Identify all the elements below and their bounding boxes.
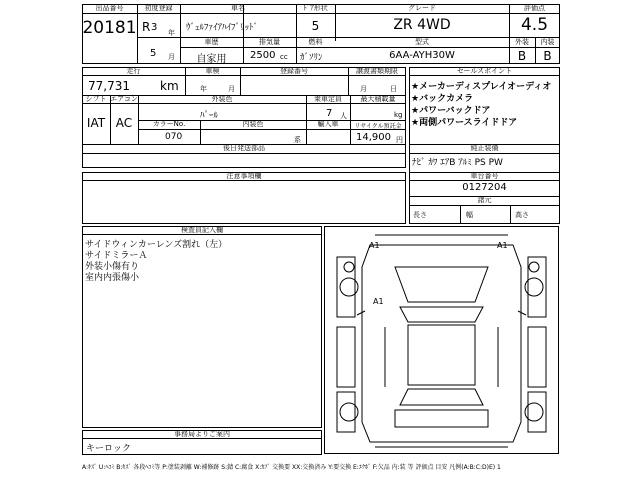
height-label: 高さ bbox=[515, 211, 529, 219]
displacement: 2500 bbox=[250, 50, 276, 61]
footer-legend: A:ｷｽﾞ U:ﾍｺﾐ B:ｷｽﾞ 各段ﾍｺﾐ等 P:塗装剥離 W:補修跡 S:錆 C:腐食 X:ｶﾌﾞ 交換要 XX:交換済み Y:要交換 E:ｴｸﾎﾞ F:欠品 内:装 等 評価点 目安 凡例(A:B:C:D)E) 1 bbox=[82, 464, 501, 471]
load-unit: kg bbox=[394, 111, 403, 119]
office-text: キーロック bbox=[86, 444, 131, 454]
ext-grade: B bbox=[517, 49, 527, 63]
selling-point: ★両側パワースライドドア bbox=[411, 118, 518, 128]
disp-unit: cc bbox=[280, 53, 288, 61]
score: 4.5 bbox=[520, 15, 549, 35]
deadline-label: 譲渡書類期限 bbox=[356, 67, 398, 75]
color-label: 外装色 bbox=[211, 95, 233, 103]
selling-point: ★メーカーディスプレイオーディオ bbox=[411, 82, 552, 92]
lot-label: 出品番号 bbox=[95, 4, 124, 12]
recycle-label: リサイクル預託金 bbox=[354, 123, 402, 130]
score-label: 評価点 bbox=[524, 4, 545, 12]
length-label: 長さ bbox=[413, 211, 427, 219]
equip-label: 純正装備 bbox=[470, 144, 499, 152]
lot-number: 20181 bbox=[82, 18, 137, 38]
grade-label: グレード bbox=[408, 4, 436, 12]
selling-point: ★パワーバックドア bbox=[411, 106, 491, 116]
selling-points-label: セールスポイント bbox=[456, 67, 513, 75]
reg-year: 3 bbox=[151, 22, 158, 33]
reg-label: 初度登録 bbox=[144, 4, 173, 12]
shift-label: シフト bbox=[85, 95, 107, 103]
color-no: 070 bbox=[165, 132, 183, 142]
reg-month-suffix: 月 bbox=[168, 53, 175, 61]
disp-label: 排気量 bbox=[259, 38, 280, 46]
inspection-label: 検査員記入欄 bbox=[181, 226, 223, 234]
recycle: 14,900 bbox=[356, 132, 391, 143]
usage-label: 車歴 bbox=[204, 38, 219, 46]
load-label: 最大積載量 bbox=[360, 95, 396, 103]
width-label: 幅 bbox=[466, 211, 473, 219]
int-grade: B bbox=[543, 49, 552, 63]
deadline-month: 月 bbox=[360, 85, 367, 93]
fuel: ｶﾞｿﾘﾝ bbox=[300, 53, 323, 63]
car-diagram bbox=[324, 226, 559, 454]
after-parts-label: 後日発送部品 bbox=[223, 144, 265, 152]
int-label: 内装 bbox=[540, 38, 555, 46]
dims-label: 諸元 bbox=[477, 196, 492, 204]
model: 6AA-AYH30W bbox=[389, 50, 455, 61]
int-color-suffix: 系 bbox=[294, 136, 301, 144]
mileage-unit: km bbox=[160, 79, 179, 93]
ext-label: 外装 bbox=[515, 38, 529, 46]
office-label: 事務局よりご案内 bbox=[174, 430, 230, 438]
car-name-label: 車名 bbox=[231, 4, 245, 12]
fuel-label: 燃料 bbox=[308, 38, 323, 46]
deadline-day: 日 bbox=[390, 85, 397, 93]
capacity-label: 乗車定員 bbox=[314, 95, 342, 103]
doors: 5 bbox=[311, 19, 320, 33]
damage-mark: A1 bbox=[369, 241, 380, 250]
int-color-label: 内装色 bbox=[242, 120, 264, 128]
import-label: 輸入車 bbox=[317, 120, 339, 128]
inspection-line: サイドミラーＡ bbox=[85, 251, 148, 261]
damage-mark: A1 bbox=[497, 241, 508, 250]
reg-month: 5 bbox=[150, 48, 157, 59]
reg-era: R bbox=[142, 20, 151, 34]
equipment: ﾅﾋﾞ ｶﾜ ｴｱB ｱﾙﾐ PS PW bbox=[412, 158, 503, 168]
inspection-label: 車検 bbox=[205, 67, 220, 75]
ac-label: エアコン bbox=[110, 95, 138, 103]
inspection-line: 室内内張傷小 bbox=[85, 273, 140, 283]
shift: IAT bbox=[86, 116, 106, 130]
inspection-line: 外装小傷有り bbox=[85, 262, 140, 272]
capacity-unit: 人 bbox=[340, 112, 347, 120]
inspection-line: サイドウィンカーレンズ割れ（左） bbox=[85, 240, 228, 250]
chassis: 0127204 bbox=[462, 182, 507, 193]
chassis-label: 車台番号 bbox=[470, 172, 499, 180]
capacity: 7 bbox=[326, 108, 333, 119]
damage-mark: A1 bbox=[373, 297, 384, 306]
mileage-label: 走行 bbox=[126, 67, 141, 75]
mileage: 77,731 bbox=[88, 79, 130, 93]
color-no-label: カラーNo. bbox=[152, 120, 186, 128]
regno-label: 登録番号 bbox=[280, 67, 308, 75]
ac: AC bbox=[115, 116, 133, 130]
color: ﾊﾟｰﾙ bbox=[200, 111, 219, 121]
car-name: ｳﾞｪﾙﾌｧｲｱﾊｲﾌﾞﾘｯﾄﾞ bbox=[186, 23, 259, 33]
model-label: 型式 bbox=[415, 38, 429, 46]
inspection-year: 年 bbox=[200, 85, 207, 93]
reg-year-suffix: 年 bbox=[168, 29, 175, 37]
grade: ZR 4WD bbox=[393, 17, 451, 33]
selling-point: ★バックカメラ bbox=[411, 94, 474, 104]
usage: 自家用 bbox=[196, 54, 227, 65]
doors-label: ﾄﾞｱ形状 bbox=[303, 4, 328, 12]
car-outline-drawing bbox=[325, 227, 558, 453]
recycle-unit: 円 bbox=[396, 136, 403, 144]
notes-label: 注意事項欄 bbox=[226, 172, 262, 180]
inspection-month: 月 bbox=[228, 85, 235, 93]
